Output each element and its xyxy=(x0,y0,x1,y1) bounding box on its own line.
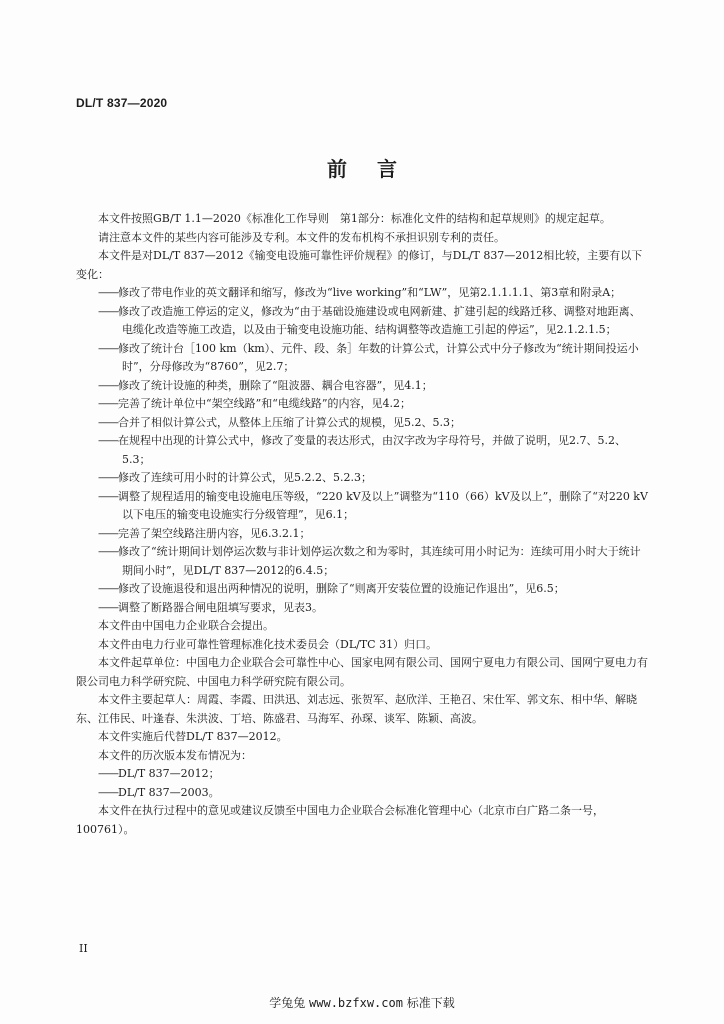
change-item xyxy=(76,469,651,488)
change-item-text: 完善了架空线路注册内容，见6.3.2.1； xyxy=(118,526,311,540)
dash-marker: —— xyxy=(98,526,118,540)
dash-marker: —— xyxy=(98,600,118,614)
dash-marker: —— xyxy=(98,341,118,355)
paragraph-proposer: 本文件由中国电力企业联合会提出。 xyxy=(98,619,274,632)
change-item xyxy=(76,395,651,414)
page-title: 前言 xyxy=(327,157,427,181)
change-item xyxy=(76,284,651,303)
change-item-text: 完善了统计单位中“架空线路”和“电缆线路”的内容，见4.2； xyxy=(118,397,411,410)
paragraph-patent-notice: 请注意本文件的某些内容可能涉及专利。本文件的发布机构不承担识别专利的责任。 xyxy=(98,230,505,244)
change-item xyxy=(76,580,651,599)
change-item-text: 修改了“统计期间计划停运次数与非计划停运次数之和为零时，其连续可用小时记为：连续可用小时大于统计期间小时”，见DL/T 837—2012的6.4.5； xyxy=(118,545,641,577)
dash-marker: —— xyxy=(98,304,118,318)
history-item xyxy=(76,765,651,784)
site-name: 学兔兔 xyxy=(269,996,306,1010)
foreword-body xyxy=(76,210,651,839)
dash-marker: —— xyxy=(98,378,118,392)
change-item-text: 修改了设施退役和退出两种情况的说明，删除了“则离开安装位置的设施记作退出”，见6.5； xyxy=(118,582,565,595)
change-item xyxy=(76,414,651,433)
dash-marker: —— xyxy=(98,767,118,780)
dash-marker: —— xyxy=(98,397,118,410)
dash-marker: —— xyxy=(98,545,118,558)
site-tagline: 标准下载 xyxy=(406,996,455,1010)
change-item-text: 修改了统计台［100 km（km）、元件、段、条］年数的计算公式，计算公式中分子修改为“统计期间投运小时”，分母修改为“8760”，见2.7； xyxy=(118,341,639,373)
dash-marker: —— xyxy=(98,489,118,503)
change-item-text: 修改了改造施工停运的定义，修改为“由于基础设施建设或电网新建、扩建引起的线路迁移、调整对地距离、电缆化改造等施工改造，以及由于输变电设施功能、结构调整等改造施工引起的停运”，见2.1.2.1.5； xyxy=(118,304,641,336)
site-url-link[interactable]: www.bzfxw.com xyxy=(309,996,403,1010)
dash-marker: —— xyxy=(98,582,118,595)
dash-marker: —— xyxy=(98,415,118,429)
site-watermark-footer xyxy=(0,994,724,1011)
change-item xyxy=(76,525,651,544)
change-item xyxy=(76,432,651,469)
change-item-text: 调整了断路器合闸电阻填写要求，见表3。 xyxy=(118,600,323,614)
dash-marker: —— xyxy=(98,471,118,484)
change-item-text: 在规程中出现的计算公式中，修改了变量的表达形式，由汉字改为字母符号，并做了说明，见2.7、5.2、5.3； xyxy=(118,434,626,466)
paragraph-drafters: 本文件主要起草人：周霞、李霞、田洪迅、刘志远、张贺军、赵欣洋、王艳召、宋仕军、郭文东、相中华、解晓东、江伟民、叶逢春、朱洪波、丁培、陈盛君、马海军、孙琛、谈军、陈颖、高波。 xyxy=(76,693,637,725)
change-item xyxy=(76,340,651,377)
dash-marker: —— xyxy=(98,434,118,447)
change-item xyxy=(76,377,651,396)
paragraph-history-intro: 本文件的历次版本发布情况为： xyxy=(98,748,252,762)
dash-marker: —— xyxy=(98,286,118,299)
change-item-text: 修改了带电作业的英文翻译和缩写，修改为“live working”和“LW”，见第2.1.1.1.1、第3章和附录A； xyxy=(118,286,622,299)
history-item-text: DL/T 837—2012； xyxy=(118,767,220,780)
change-item-text: 合并了相似计算公式，从整体上压缩了计算公式的规模，见5.2、5.3； xyxy=(118,415,461,429)
change-item xyxy=(76,303,651,340)
history-item xyxy=(76,784,651,803)
change-item-text: 修改了连续可用小时的计算公式，见5.2.2、5.2.3； xyxy=(118,471,372,484)
change-item xyxy=(76,543,651,580)
document-id-header: DL/T 837—2020 xyxy=(76,96,168,110)
paragraph-feedback: 本文件在执行过程中的意见或建议反馈至中国电力企业联合会标准化管理中心（北京市白广路二条一号，100761）。 xyxy=(76,804,604,836)
paragraph-revision-intro: 本文件是对DL/T 837—2012《输变电设施可靠性评价规程》的修订，与DL/T 837—2012相比较，主要有以下变化： xyxy=(76,249,643,281)
paragraph-committee: 本文件由电力行业可靠性管理标准化技术委员会（DL/TC 31）归口。 xyxy=(98,637,438,651)
page-number: II xyxy=(79,942,88,955)
dash-marker: —— xyxy=(98,785,118,799)
change-item xyxy=(76,488,651,525)
change-item xyxy=(76,599,651,618)
paragraph-drafting-rule: 本文件按照GB/T 1.1—2020《标准化工作导则 第1部分：标准化文件的结构和起草规则》的规定起草。 xyxy=(98,212,611,225)
history-item-text: DL/T 837—2003。 xyxy=(118,785,220,799)
change-item-text: 修改了统计设施的种类，删除了“阻波器、耦合电容器”，见4.1； xyxy=(118,378,433,392)
paragraph-replacement: 本文件实施后代替DL/T 837—2012。 xyxy=(98,730,288,743)
change-item-text: 调整了规程适用的输变电设施电压等级，“220 kV及以上”调整为“110（66）kV及以上”，删除了“对220 kV以下电压的输变电设施实行分级管理”，见6.1； xyxy=(118,489,648,521)
paragraph-drafting-units: 本文件起草单位：中国电力企业联合会可靠性中心、国家电网有限公司、国网宁夏电力有限公司、国网宁夏电力有限公司电力科学研究院、中国电力科学研究院有限公司。 xyxy=(76,656,648,688)
